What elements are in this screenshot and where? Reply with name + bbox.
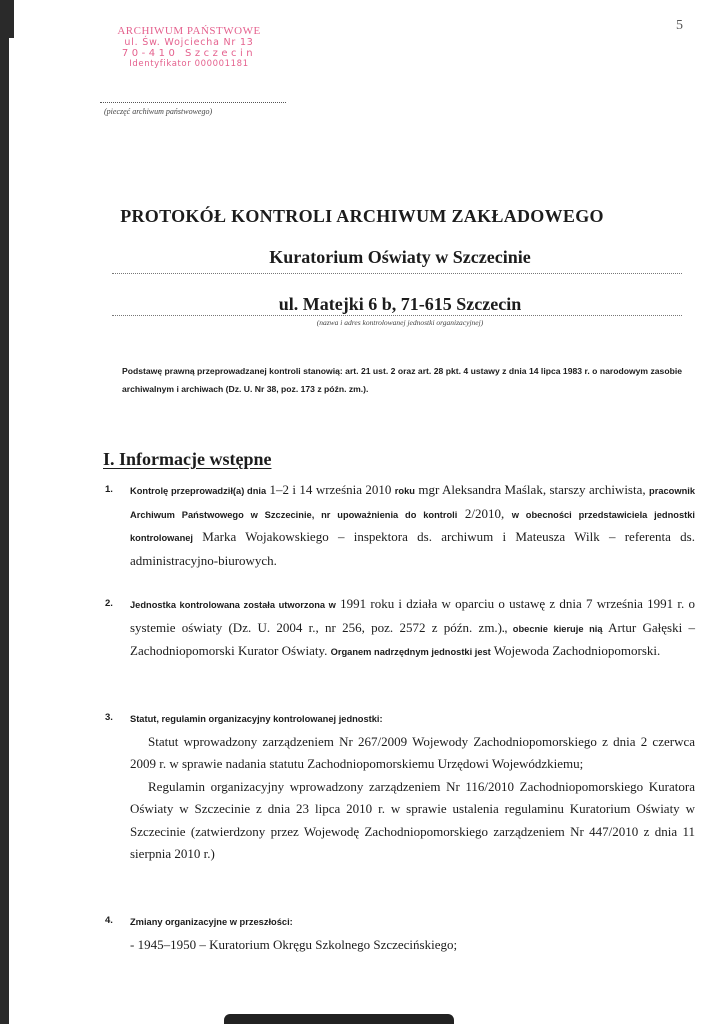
unit-caption: (nazwa i adres kontrolowanej jednostki organizacyjnej) — [316, 318, 484, 327]
list-item-1 — [105, 479, 695, 572]
item-paragraph: Regulamin organizacyjny wprowadzony zarządzeniem Nr 116/2010 Zachodniopomorskiego Kuratora Oświaty w Szczecinie z dnia 23 lipca 2010 r. w sprawie ustalenia regulaminu Kuratorium Oświaty w Szczecinie (zatwierdzony przez Wojewodę Zachodniopomorskiego zarządzeniem Nr 447/2010 z dnia 11 sierpnia 2010 r.) — [130, 778, 695, 861]
document-title: PROTOKÓŁ KONTROLI ARCHIWUM ZAKŁADOWEGO — [120, 206, 604, 226]
scan-edge-top — [0, 0, 14, 38]
list-item-2 — [105, 593, 695, 664]
unit-address: ul. Matejki 6 b, 71-615 Szczecin — [278, 294, 522, 314]
stamp-caption: (pieczęć archiwum państwowego) — [104, 107, 213, 116]
scan-edge-left — [0, 0, 9, 1024]
item-number: 4. — [105, 915, 113, 926]
item-text: Artur Gałęski – Zachodniopomorski Kurator Oświaty. — [130, 619, 695, 658]
item-text: Wojewoda Zachodniopomorski. — [490, 643, 661, 658]
dotted-rule — [112, 273, 682, 274]
scan-edge-bottom — [224, 1014, 454, 1024]
stamp-line-3: 70-410 Szczecin — [121, 48, 257, 59]
item-heading: Zmiany organizacyjne w przeszłości: — [130, 917, 293, 927]
item-body — [130, 910, 695, 956]
section-heading: I. Informacje wstępne — [103, 449, 272, 469]
item-paragraph: - 1945–1950 – Kuratorium Okręgu Szkolnego Szczecińskiego; — [130, 936, 458, 952]
item-text: w obecności przedstawiciela jednostki kontrolowanej — [130, 509, 695, 543]
unit-name: Kuratorium Oświaty w Szczecinie — [269, 247, 531, 267]
item-text: Jednostka kontrolowana została utworzona w — [130, 600, 336, 610]
item-body — [130, 479, 695, 572]
item-text: pracownik Archiwum Państwowego w Szczecinie, nr upoważnienia do kontroli — [130, 486, 695, 520]
stamp-divider — [100, 102, 286, 103]
legal-basis: Podstawę prawną przeprowadzanej kontroli stanowią: art. 21 ust. 2 oraz art. 28 pkt. 4 ustawy z dnia 14 lipca 1983 r. o narodowym zasobie archiwalnym i archiwach (Dz. U. Nr 38, poz. 173 z późn. zm.). — [122, 366, 682, 394]
page-number-mark: 5 — [676, 18, 683, 33]
item-number: 2. — [105, 598, 113, 609]
list-item-4 — [105, 910, 695, 956]
archive-stamp — [104, 26, 274, 70]
dotted-rule — [112, 315, 682, 316]
item-body — [130, 593, 695, 664]
item-text: ., obecnie kieruje nią — [502, 623, 603, 634]
stamp-line-2: ul. Św. Wojciecha Nr 13 — [124, 37, 254, 48]
stamp-line-4: Identyfikator 000001181 — [129, 59, 249, 69]
item-text: 1–2 i 14 września 2010 — [266, 482, 395, 497]
item-text: Marka Wojakowskiego – inspektora ds. archiwum i Mateusza Wilk – referenta ds. administracyjno-biurowych. — [130, 529, 695, 568]
item-number: 3. — [105, 712, 113, 723]
item-text: Organem nadrzędnym jednostki jest — [330, 647, 491, 657]
item-text: 2/2010, — [457, 505, 512, 521]
item-paragraph: Statut wprowadzony zarządzeniem Nr 267/2009 Wojewody Zachodniopomorskiego z dnia 2 czerwca 2009 r. w sprawie nadania statutu Zachodniopomorskiemu Urzędowi Wojewódzkiemu; — [130, 733, 695, 771]
item-text: roku — [394, 486, 415, 496]
item-text: 1991 roku i działa w oparciu o ustawę z dnia 7 września 1991 r. o systemie oświaty (Dz. U. 2004 r., nr 256, poz. 2572 z późn. zm.) — [130, 596, 696, 635]
item-number: 1. — [105, 484, 113, 495]
item-heading: Statut, regulamin organizacyjny kontrolowanej jednostki: — [130, 714, 383, 724]
list-item-3 — [105, 707, 695, 866]
stamp-line-1: ARCHIWUM PAŃSTWOWE — [117, 25, 261, 37]
item-text: Kontrolę przeprowadził(a) dnia — [130, 486, 267, 496]
item-body — [130, 707, 695, 866]
item-text: mgr Aleksandra Maślak, starszy archiwista, — [414, 482, 650, 497]
